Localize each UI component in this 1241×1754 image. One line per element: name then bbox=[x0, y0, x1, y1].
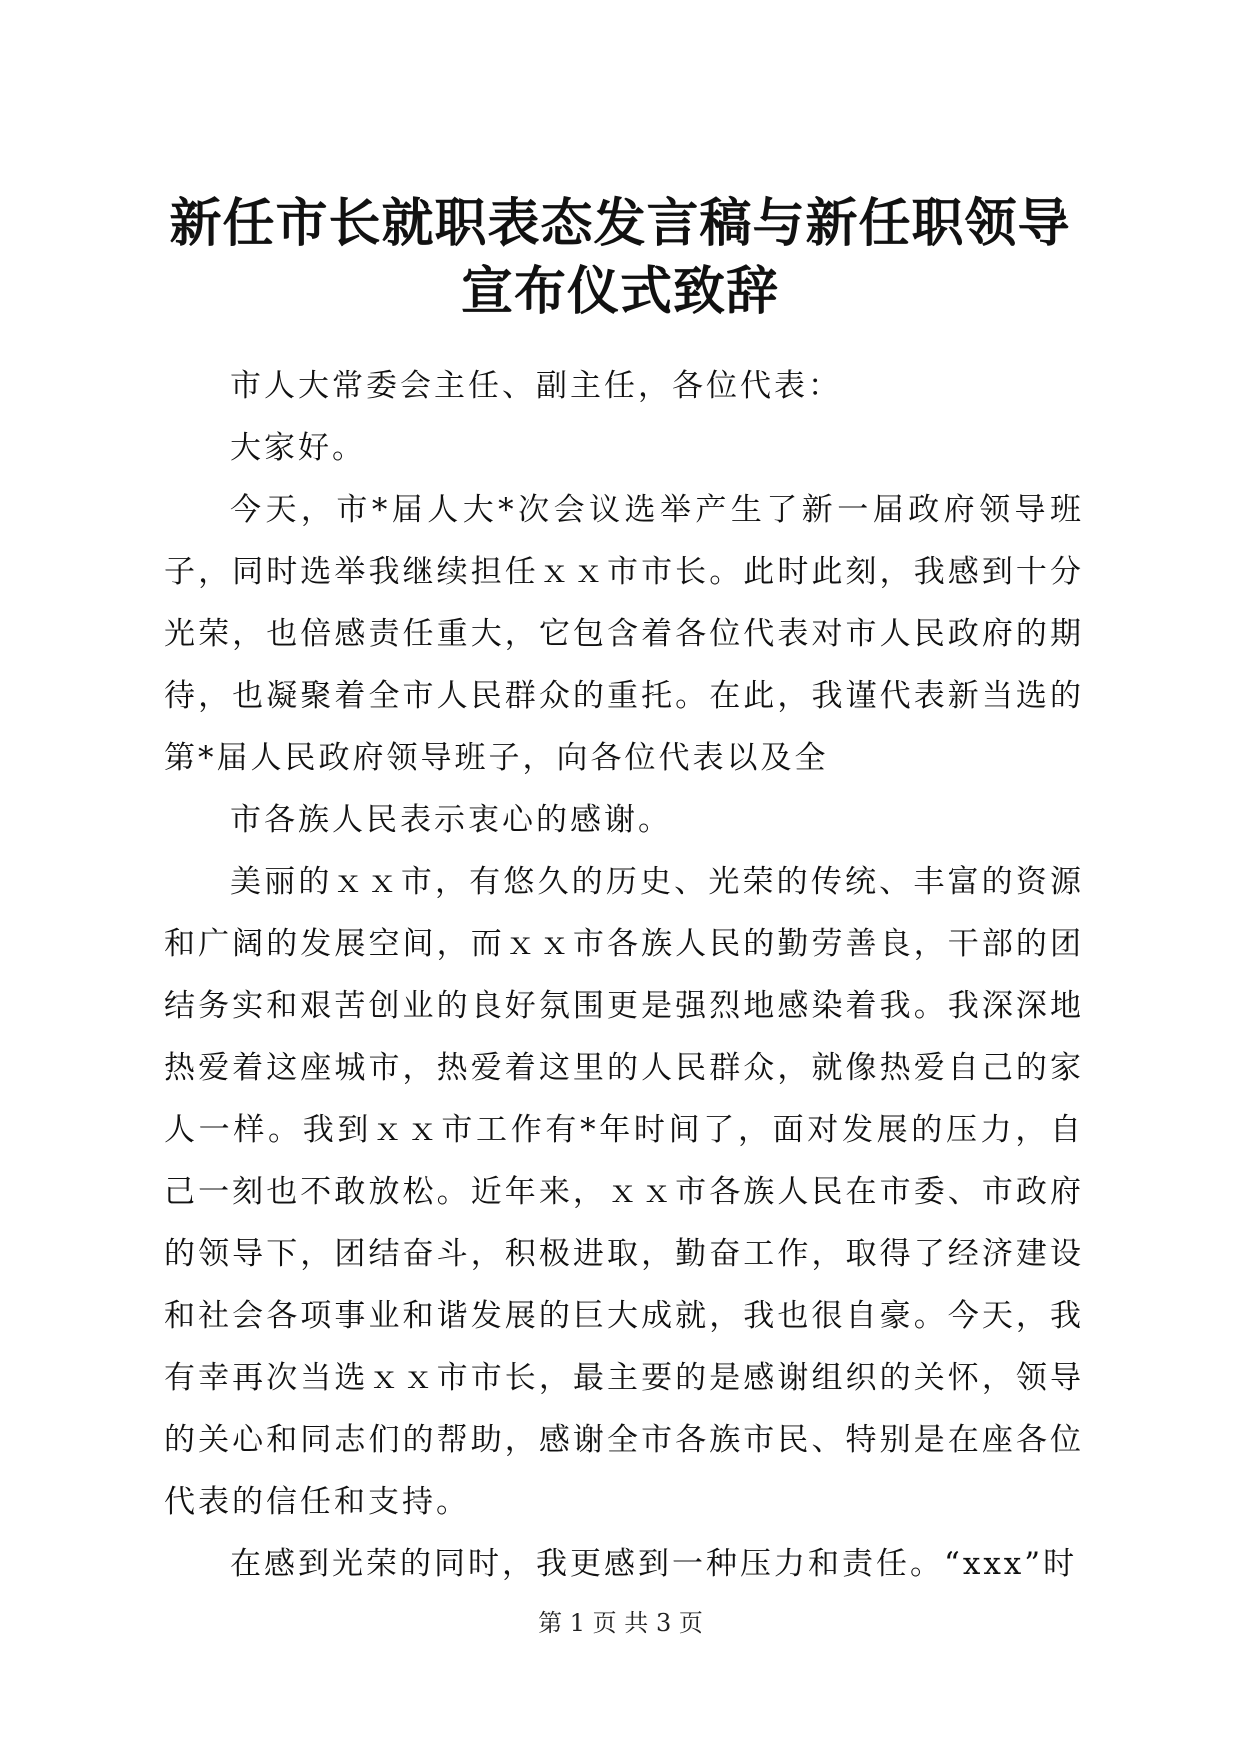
paragraph-greeting: 大家好。 bbox=[230, 430, 366, 466]
paragraph-city: 美丽的ｘｘ市，有悠久的历史、光荣的传统、丰富的资源和广阔的发展空间，而ｘｘ市各族人民的勤劳善良，干部的团结务实和艰苦创业的良好氛围更是强烈地感染着我。我深深地热爱着这座城市，热爱着这里的人民群众，就像热爱自己的家人一样。我到ｘｘ市工作有*年时间了，面对发展的压力，自己一刻也不敢放松。近年来，ｘｘ市各族人民在市委、市政府的领导下，团结奋斗，积极进取，勤奋工作，取得了经济建设和社会各项事业和谐发展的巨大成就，我也很自豪。今天，我有幸再次当选ｘｘ市市长，最主要的是感谢组织的关怀，领导的关心和同志们的帮助，感谢全市各族市民、特别是在座各位代表的信任和支持。 bbox=[164, 864, 1084, 1520]
paragraph-responsibility: 在感到光荣的同时，我更感到一种压力和责任。“xxx”时 bbox=[230, 1546, 1078, 1582]
paragraph-election: 今天，市*届人大*次会议选举产生了新一届政府领导班子，同时选举我继续担任ｘｘ市市长。此时此刻，我感到十分光荣，也倍感责任重大，它包含着各位代表对市人民政府的期待，也凝聚着全市人民群众的重托。在此，我谨代表新当选的第*届人民政府领导班子，向各位代表以及全 bbox=[164, 492, 1084, 776]
page-number-footer: 第 1 页 共 3 页 bbox=[538, 1609, 703, 1637]
paragraph-thanks: 市各族人民表示衷心的感谢。 bbox=[230, 802, 672, 838]
paragraph-salutation: 市人大常委会主任、副主任，各位代表： bbox=[230, 368, 842, 404]
document-title: 新任市长就职表态发言稿与新任职领导宣布仪式致辞 bbox=[169, 193, 1071, 322]
document-body bbox=[164, 355, 1084, 1595]
